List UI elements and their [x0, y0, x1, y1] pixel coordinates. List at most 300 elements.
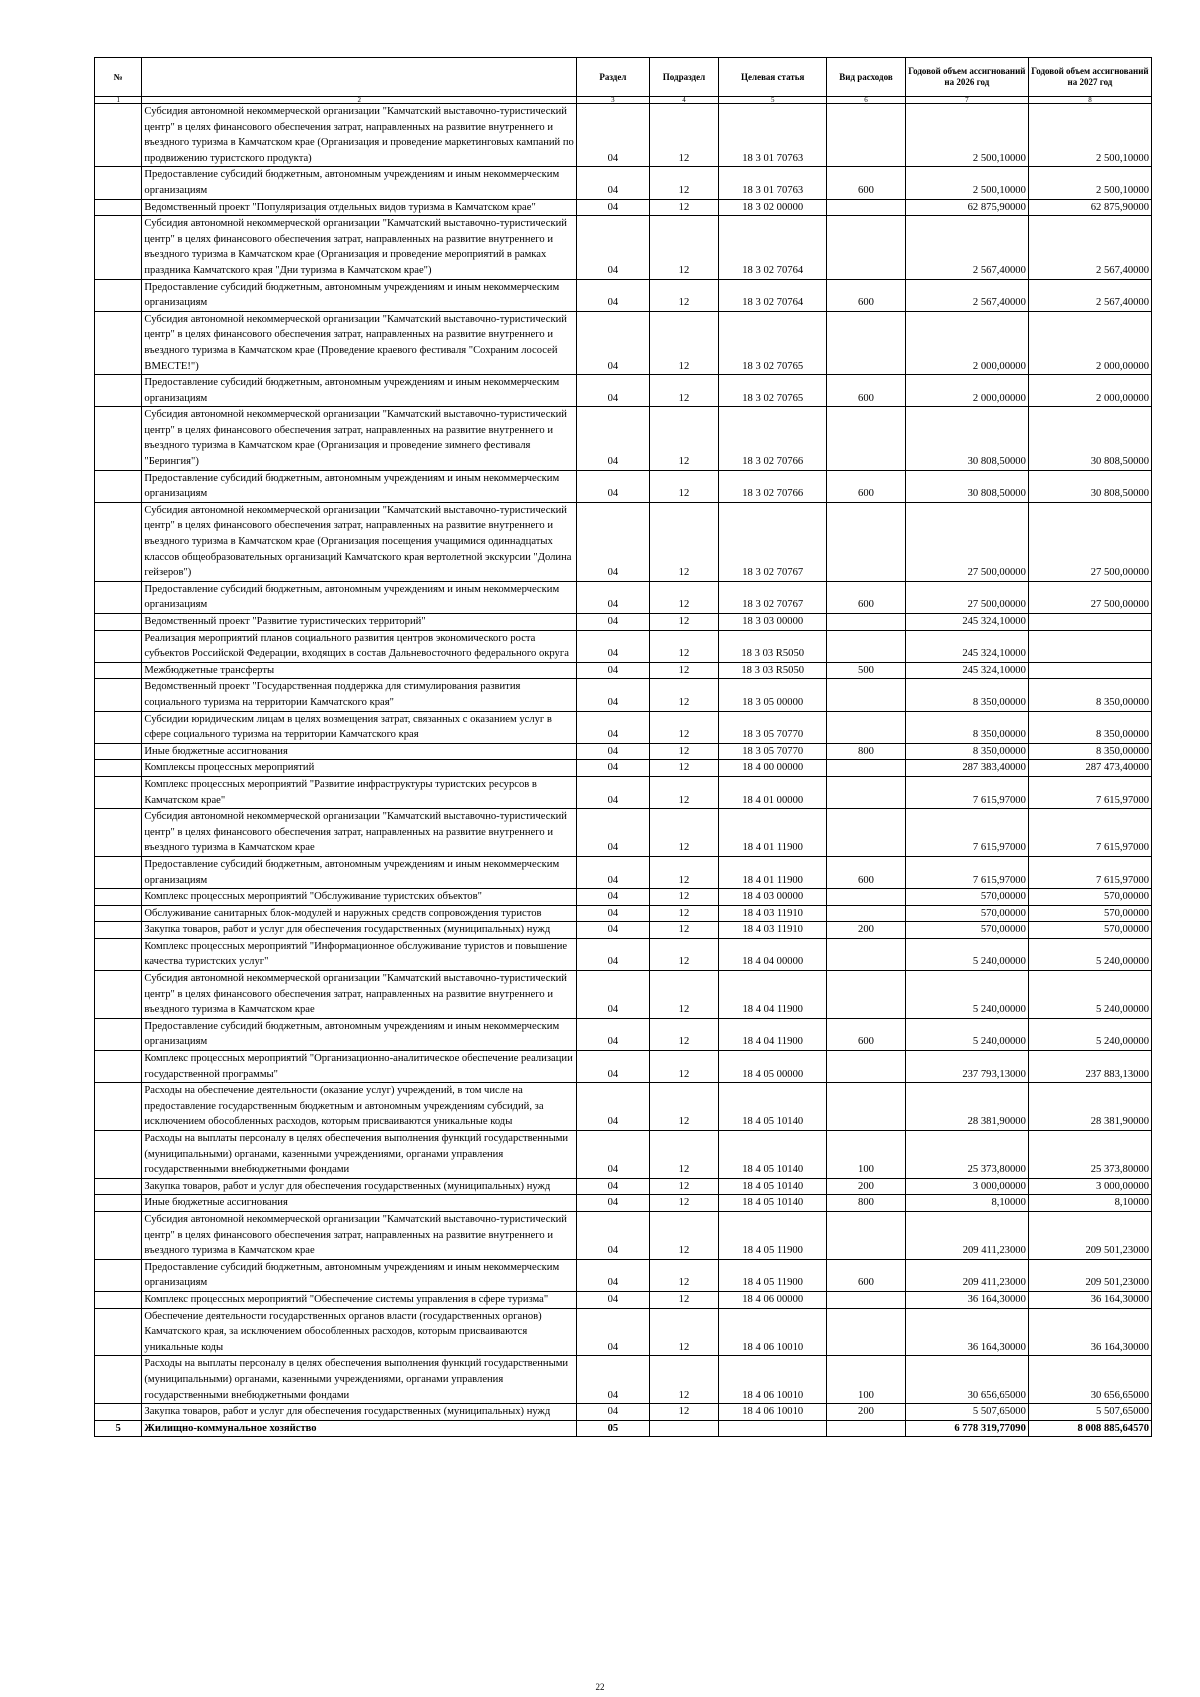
cell-target-article: 18 3 02 70765	[719, 311, 827, 374]
table-header-row	[95, 58, 1152, 97]
cell-2026: 2 000,00000	[905, 311, 1028, 374]
header-2026: Годовой объем ассигнований на 2026 год	[905, 58, 1028, 97]
cell-2027: 570,00000	[1028, 889, 1151, 906]
cell-expense-type: 600	[827, 470, 906, 502]
cell-razdel: 04	[577, 1291, 650, 1308]
cell-name: Комплекс процессных мероприятий "Обслуживание туристских объектов"	[142, 889, 577, 906]
cell-2026: 245 324,10000	[905, 630, 1028, 662]
cell-target-article: 18 4 01 11900	[719, 809, 827, 857]
cell-num	[95, 905, 142, 922]
table-row	[95, 743, 1152, 760]
cell-num	[95, 1083, 142, 1131]
cell-razdel: 04	[577, 216, 650, 279]
cell-2027: 7 615,97000	[1028, 856, 1151, 888]
cell-podrazdel: 12	[649, 216, 719, 279]
cell-2026: 36 164,30000	[905, 1291, 1028, 1308]
cell-name: Ведомственный проект "Государственная поддержка для стимулирования развития социального туризма на территории Камчатского края"	[142, 679, 577, 711]
cell-razdel: 04	[577, 1308, 650, 1356]
cell-2026: 8 350,00000	[905, 743, 1028, 760]
table-row	[95, 1404, 1152, 1421]
cell-razdel: 04	[577, 614, 650, 631]
cell-target-article: 18 3 02 70764	[719, 279, 827, 311]
cell-2027: 30 656,65000	[1028, 1356, 1151, 1404]
cell-expense-type	[827, 1291, 906, 1308]
cell-target-article: 18 4 01 00000	[719, 776, 827, 808]
cell-podrazdel: 12	[649, 614, 719, 631]
cell-podrazdel: 12	[649, 407, 719, 470]
cell-target-article: 18 3 03 00000	[719, 614, 827, 631]
cell-2027: 7 615,97000	[1028, 809, 1151, 857]
cell-2026: 7 615,97000	[905, 809, 1028, 857]
cell-2027: 5 507,65000	[1028, 1404, 1151, 1421]
cell-2027: 237 883,13000	[1028, 1051, 1151, 1083]
cell-name: Расходы на обеспечение деятельности (оказание услуг) учреждений, в том числе на предоставление государственным бюджетным и автономным учреждениям субсидий, за исключением обособленных расходов, которым присваиваются уникальные коды	[142, 1083, 577, 1131]
cell-expense-type	[827, 1211, 906, 1259]
cell-expense-type	[827, 614, 906, 631]
cell-2026: 8,10000	[905, 1195, 1028, 1212]
cell-target-article: 18 4 06 10010	[719, 1356, 827, 1404]
cell-target-article: 18 4 03 11910	[719, 905, 827, 922]
cell-2026: 30 808,50000	[905, 470, 1028, 502]
cell-2027: 2 000,00000	[1028, 311, 1151, 374]
cell-expense-type	[827, 889, 906, 906]
cell-num	[95, 470, 142, 502]
column-number: 5	[719, 97, 827, 104]
cell-expense-type: 100	[827, 1131, 906, 1179]
cell-podrazdel: 12	[649, 809, 719, 857]
table-body	[95, 104, 1152, 1437]
cell-name: Комплекс процессных мероприятий "Обеспечение системы управления в сфере туризма"	[142, 1291, 577, 1308]
cell-expense-type	[827, 216, 906, 279]
cell-2026: 62 875,90000	[905, 199, 1028, 216]
cell-target-article: 18 4 01 11900	[719, 856, 827, 888]
cell-razdel: 04	[577, 760, 650, 777]
cell-expense-type: 600	[827, 581, 906, 613]
table-row	[95, 614, 1152, 631]
cell-razdel: 04	[577, 1259, 650, 1291]
cell-podrazdel: 12	[649, 743, 719, 760]
cell-2026: 27 500,00000	[905, 581, 1028, 613]
cell-2027: 2 500,10000	[1028, 167, 1151, 199]
cell-razdel: 04	[577, 971, 650, 1019]
cell-podrazdel: 12	[649, 922, 719, 939]
cell-podrazdel: 12	[649, 679, 719, 711]
cell-razdel: 04	[577, 502, 650, 581]
cell-2026: 287 383,40000	[905, 760, 1028, 777]
cell-name: Комплекс процессных мероприятий "Развитие инфраструктуры туристских ресурсов в Камчатском крае"	[142, 776, 577, 808]
table-row	[95, 216, 1152, 279]
cell-name: Ведомственный проект "Популяризация отдельных видов туризма в Камчатском крае"	[142, 199, 577, 216]
cell-num	[95, 1051, 142, 1083]
cell-name: Предоставление субсидий бюджетным, автономным учреждениям и иным некоммерческим организациям	[142, 581, 577, 613]
table-row	[95, 711, 1152, 743]
table-row	[95, 856, 1152, 888]
cell-razdel: 04	[577, 809, 650, 857]
cell-target-article: 18 4 06 00000	[719, 1291, 827, 1308]
cell-target-article: 18 4 05 10140	[719, 1178, 827, 1195]
cell-2027: 2 567,40000	[1028, 216, 1151, 279]
cell-2026: 5 240,00000	[905, 1018, 1028, 1050]
cell-2026: 8 350,00000	[905, 679, 1028, 711]
cell-2026: 570,00000	[905, 889, 1028, 906]
header-expense-type: Вид расходов	[827, 58, 906, 97]
cell-2026: 2 500,10000	[905, 167, 1028, 199]
cell-2026: 7 615,97000	[905, 776, 1028, 808]
cell-2027: 8 350,00000	[1028, 711, 1151, 743]
cell-razdel: 04	[577, 662, 650, 679]
cell-name: Иные бюджетные ассигнования	[142, 1195, 577, 1212]
cell-podrazdel: 12	[649, 375, 719, 407]
cell-num	[95, 922, 142, 939]
table-row	[95, 809, 1152, 857]
cell-podrazdel: 12	[649, 971, 719, 1019]
cell-num	[95, 889, 142, 906]
cell-expense-type: 100	[827, 1356, 906, 1404]
cell-expense-type	[827, 905, 906, 922]
table-row	[95, 581, 1152, 613]
cell-razdel: 04	[577, 922, 650, 939]
cell-target-article: 18 3 02 70765	[719, 375, 827, 407]
cell-name: Предоставление субсидий бюджетным, автономным учреждениям и иным некоммерческим организациям	[142, 1259, 577, 1291]
cell-2026: 36 164,30000	[905, 1308, 1028, 1356]
cell-podrazdel: 12	[649, 502, 719, 581]
table-row	[95, 1308, 1152, 1356]
cell-name: Субсидия автономной некоммерческой организации "Камчатский выставочно-туристический центр" в целях финансового обеспечения затрат, направленных на развитие внутреннего и въездного туризма в Камчатском крае (Организация и проведение маркетинговых кампаний по продвижению туристского продукта)	[142, 104, 577, 167]
cell-num	[95, 104, 142, 167]
cell-expense-type	[827, 760, 906, 777]
cell-razdel: 05	[577, 1420, 650, 1437]
cell-num	[95, 1259, 142, 1291]
cell-podrazdel: 12	[649, 711, 719, 743]
cell-name: Предоставление субсидий бюджетным, автономным учреждениям и иным некоммерческим организациям	[142, 167, 577, 199]
cell-2027: 27 500,00000	[1028, 502, 1151, 581]
cell-expense-type	[827, 104, 906, 167]
cell-target-article: 18 4 05 10140	[719, 1195, 827, 1212]
table-row	[95, 1356, 1152, 1404]
cell-name: Межбюджетные трансферты	[142, 662, 577, 679]
cell-razdel: 04	[577, 1018, 650, 1050]
cell-razdel: 04	[577, 1356, 650, 1404]
cell-podrazdel: 12	[649, 1308, 719, 1356]
cell-2027: 2 500,10000	[1028, 104, 1151, 167]
cell-razdel: 04	[577, 743, 650, 760]
cell-name: Обеспечение деятельности государственных органов власти (государственных органов) Камчатского края, за исключением обособленных расходов, которым присваиваются уникальные коды	[142, 1308, 577, 1356]
cell-num	[95, 199, 142, 216]
cell-2027: 2 567,40000	[1028, 279, 1151, 311]
cell-expense-type	[827, 776, 906, 808]
cell-target-article: 18 3 03 R5050	[719, 662, 827, 679]
cell-podrazdel: 12	[649, 1178, 719, 1195]
cell-name: Субсидия автономной некоммерческой организации "Камчатский выставочно-туристический центр" в целях финансового обеспечения затрат, направленных на развитие внутреннего и въездного туризма в Камчатском крае (Организация посещения учащимися одиннадцатых классов общеобразовательных организаций Камчатского края вертолетной экскурсии "Долина гейзеров")	[142, 502, 577, 581]
cell-2027: 25 373,80000	[1028, 1131, 1151, 1179]
cell-expense-type	[827, 1420, 906, 1437]
cell-expense-type	[827, 1083, 906, 1131]
cell-2027	[1028, 614, 1151, 631]
table-row	[95, 167, 1152, 199]
cell-name: Закупка товаров, работ и услуг для обеспечения государственных (муниципальных) нужд	[142, 922, 577, 939]
cell-target-article: 18 4 05 11900	[719, 1211, 827, 1259]
cell-podrazdel: 12	[649, 1195, 719, 1212]
table-row	[95, 104, 1152, 167]
cell-razdel: 04	[577, 167, 650, 199]
table-row	[95, 311, 1152, 374]
cell-expense-type: 200	[827, 1404, 906, 1421]
cell-expense-type	[827, 1308, 906, 1356]
cell-2027	[1028, 662, 1151, 679]
cell-2027: 62 875,90000	[1028, 199, 1151, 216]
cell-razdel: 04	[577, 905, 650, 922]
column-number: 2	[142, 97, 577, 104]
cell-expense-type	[827, 711, 906, 743]
cell-podrazdel: 12	[649, 938, 719, 970]
cell-2026: 245 324,10000	[905, 662, 1028, 679]
cell-expense-type: 600	[827, 375, 906, 407]
cell-target-article: 18 3 02 70766	[719, 407, 827, 470]
cell-name: Реализация мероприятий планов социального развития центров экономического роста субъектов Российской Федерации, входящих в состав Дальневосточного федерального округа	[142, 630, 577, 662]
cell-expense-type: 600	[827, 1259, 906, 1291]
cell-num	[95, 279, 142, 311]
table-row	[95, 1051, 1152, 1083]
cell-razdel: 04	[577, 1211, 650, 1259]
cell-num	[95, 662, 142, 679]
cell-2026: 3 000,00000	[905, 1178, 1028, 1195]
header-podrazdel: Подраздел	[649, 58, 719, 97]
cell-num	[95, 167, 142, 199]
cell-target-article: 18 4 04 11900	[719, 1018, 827, 1050]
cell-num	[95, 375, 142, 407]
table-row	[95, 470, 1152, 502]
cell-target-article: 18 4 03 00000	[719, 889, 827, 906]
cell-name: Ведомственный проект "Развитие туристических территорий"	[142, 614, 577, 631]
cell-num	[95, 938, 142, 970]
cell-num	[95, 1308, 142, 1356]
header-razdel: Раздел	[577, 58, 650, 97]
cell-target-article: 18 3 01 70763	[719, 104, 827, 167]
cell-2026: 237 793,13000	[905, 1051, 1028, 1083]
cell-2027: 36 164,30000	[1028, 1291, 1151, 1308]
cell-2027: 570,00000	[1028, 905, 1151, 922]
cell-target-article: 18 3 01 70763	[719, 167, 827, 199]
cell-2027: 209 501,23000	[1028, 1211, 1151, 1259]
table-row	[95, 279, 1152, 311]
cell-name: Комплекс процессных мероприятий "Организационно-аналитическое обеспечение реализации государственной программы"	[142, 1051, 577, 1083]
table-row	[95, 922, 1152, 939]
cell-razdel: 04	[577, 711, 650, 743]
table-row	[95, 1178, 1152, 1195]
cell-name: Субсидия автономной некоммерческой организации "Камчатский выставочно-туристический центр" в целях финансового обеспечения затрат, направленных на развитие внутреннего и въездного туризма в Камчатском крае	[142, 1211, 577, 1259]
table-row	[95, 905, 1152, 922]
cell-num	[95, 971, 142, 1019]
cell-2026: 8 350,00000	[905, 711, 1028, 743]
header-name	[142, 58, 577, 97]
cell-name: Расходы на выплаты персоналу в целях обеспечения выполнения функций государственными (муниципальными) органами, казенными учреждениями, органами управления государственными внебюджетными фондами	[142, 1131, 577, 1179]
cell-2026: 30 808,50000	[905, 407, 1028, 470]
cell-podrazdel: 12	[649, 1018, 719, 1050]
cell-podrazdel: 12	[649, 1083, 719, 1131]
cell-2026: 245 324,10000	[905, 614, 1028, 631]
cell-razdel: 04	[577, 1051, 650, 1083]
cell-podrazdel: 12	[649, 1404, 719, 1421]
cell-name: Предоставление субсидий бюджетным, автономным учреждениям и иным некоммерческим организациям	[142, 279, 577, 311]
header-num: №	[95, 58, 142, 97]
cell-expense-type: 600	[827, 1018, 906, 1050]
cell-num	[95, 1211, 142, 1259]
cell-num	[95, 809, 142, 857]
cell-2026: 30 656,65000	[905, 1356, 1028, 1404]
cell-expense-type: 800	[827, 1195, 906, 1212]
cell-razdel: 04	[577, 1178, 650, 1195]
cell-expense-type	[827, 630, 906, 662]
cell-name: Комплексы процессных мероприятий	[142, 760, 577, 777]
cell-2026: 5 240,00000	[905, 971, 1028, 1019]
cell-2026: 2 567,40000	[905, 216, 1028, 279]
cell-razdel: 04	[577, 104, 650, 167]
header-target-article: Целевая статья	[719, 58, 827, 97]
cell-podrazdel	[649, 1420, 719, 1437]
table-row	[95, 889, 1152, 906]
table-row	[95, 199, 1152, 216]
cell-razdel: 04	[577, 1195, 650, 1212]
cell-name: Предоставление субсидий бюджетным, автономным учреждениям и иным некоммерческим организациям	[142, 470, 577, 502]
column-number: 3	[577, 97, 650, 104]
cell-2027: 7 615,97000	[1028, 776, 1151, 808]
cell-razdel: 04	[577, 1131, 650, 1179]
cell-2027	[1028, 630, 1151, 662]
cell-num	[95, 581, 142, 613]
cell-2026: 2 500,10000	[905, 104, 1028, 167]
cell-podrazdel: 12	[649, 630, 719, 662]
cell-name: Предоставление субсидий бюджетным, автономным учреждениям и иным некоммерческим организациям	[142, 375, 577, 407]
cell-2027: 5 240,00000	[1028, 971, 1151, 1019]
cell-num	[95, 630, 142, 662]
cell-2026: 2 567,40000	[905, 279, 1028, 311]
cell-expense-type	[827, 938, 906, 970]
cell-expense-type	[827, 809, 906, 857]
column-number: 8	[1028, 97, 1151, 104]
cell-2026: 28 381,90000	[905, 1083, 1028, 1131]
table-row	[95, 1211, 1152, 1259]
cell-expense-type	[827, 199, 906, 216]
cell-2026: 7 615,97000	[905, 856, 1028, 888]
cell-podrazdel: 12	[649, 760, 719, 777]
cell-target-article: 18 4 00 00000	[719, 760, 827, 777]
cell-name: Обслуживание санитарных блок-модулей и наружных средств сопровождения туристов	[142, 905, 577, 922]
cell-podrazdel: 12	[649, 279, 719, 311]
header-2027: Годовой объем ассигнований на 2027 год	[1028, 58, 1151, 97]
cell-2026: 570,00000	[905, 922, 1028, 939]
cell-2026: 25 373,80000	[905, 1131, 1028, 1179]
cell-target-article: 18 3 02 70767	[719, 581, 827, 613]
cell-target-article: 18 4 04 00000	[719, 938, 827, 970]
cell-razdel: 04	[577, 279, 650, 311]
cell-num	[95, 856, 142, 888]
cell-num	[95, 216, 142, 279]
cell-expense-type	[827, 407, 906, 470]
cell-expense-type	[827, 679, 906, 711]
page-number: 22	[595, 1682, 605, 1692]
cell-2026: 6 778 319,77090	[905, 1420, 1028, 1437]
table-row	[95, 375, 1152, 407]
cell-target-article: 18 4 05 00000	[719, 1051, 827, 1083]
cell-2027: 570,00000	[1028, 922, 1151, 939]
cell-target-article: 18 3 05 70770	[719, 743, 827, 760]
cell-name: Субсидия автономной некоммерческой организации "Камчатский выставочно-туристический центр" в целях финансового обеспечения затрат, направленных на развитие внутреннего и въездного туризма в Камчатском крае	[142, 971, 577, 1019]
cell-2027: 287 473,40000	[1028, 760, 1151, 777]
cell-target-article: 18 3 02 70764	[719, 216, 827, 279]
table-row	[95, 1291, 1152, 1308]
table-row	[95, 776, 1152, 808]
table-row	[95, 502, 1152, 581]
cell-num	[95, 1178, 142, 1195]
cell-razdel: 04	[577, 1083, 650, 1131]
cell-num	[95, 1291, 142, 1308]
cell-num: 5	[95, 1420, 142, 1437]
cell-num	[95, 760, 142, 777]
cell-num	[95, 1404, 142, 1421]
table-row	[95, 407, 1152, 470]
cell-num	[95, 1018, 142, 1050]
cell-podrazdel: 12	[649, 167, 719, 199]
cell-2027: 8 350,00000	[1028, 679, 1151, 711]
cell-razdel: 04	[577, 407, 650, 470]
cell-name: Расходы на выплаты персоналу в целях обеспечения выполнения функций государственными (муниципальными) органами, казенными учреждениями, органами управления государственными внебюджетными фондами	[142, 1356, 577, 1404]
cell-name: Субсидия автономной некоммерческой организации "Камчатский выставочно-туристический центр" в целях финансового обеспечения затрат, направленных на развитие внутреннего и въездного туризма в Камчатском крае	[142, 809, 577, 857]
cell-name: Закупка товаров, работ и услуг для обеспечения государственных (муниципальных) нужд	[142, 1178, 577, 1195]
cell-name: Субсидия автономной некоммерческой организации "Камчатский выставочно-туристический центр" в целях финансового обеспечения затрат, направленных на развитие внутреннего и въездного туризма в Камчатском крае (Организация и проведение зимнего фестиваля "Берингия")	[142, 407, 577, 470]
cell-name: Предоставление субсидий бюджетным, автономным учреждениям и иным некоммерческим организациям	[142, 856, 577, 888]
table-row	[95, 630, 1152, 662]
cell-name: Закупка товаров, работ и услуг для обеспечения государственных (муниципальных) нужд	[142, 1404, 577, 1421]
cell-num	[95, 1356, 142, 1404]
table-row	[95, 1083, 1152, 1131]
cell-razdel: 04	[577, 776, 650, 808]
budget-table	[94, 57, 1152, 1437]
cell-2027: 28 381,90000	[1028, 1083, 1151, 1131]
cell-podrazdel: 12	[649, 776, 719, 808]
table-row	[95, 971, 1152, 1019]
cell-target-article: 18 3 03 R5050	[719, 630, 827, 662]
cell-2027: 5 240,00000	[1028, 1018, 1151, 1050]
column-number: 6	[827, 97, 906, 104]
cell-2027: 27 500,00000	[1028, 581, 1151, 613]
cell-target-article: 18 4 04 11900	[719, 971, 827, 1019]
cell-2026: 209 411,23000	[905, 1259, 1028, 1291]
cell-expense-type: 500	[827, 662, 906, 679]
cell-2026: 5 507,65000	[905, 1404, 1028, 1421]
cell-num	[95, 1131, 142, 1179]
cell-name: Субсидия автономной некоммерческой организации "Камчатский выставочно-туристический центр" в целях финансового обеспечения затрат, направленных на развитие внутреннего и въездного туризма в Камчатском крае (Организация и проведение мероприятий в рамках праздника Камчатского края "Дни туризма в Камчатском крае")	[142, 216, 577, 279]
cell-podrazdel: 12	[649, 662, 719, 679]
cell-2027: 5 240,00000	[1028, 938, 1151, 970]
cell-razdel: 04	[577, 889, 650, 906]
cell-name: Жилищно-коммунальное хозяйство	[142, 1420, 577, 1437]
cell-2027: 30 808,50000	[1028, 407, 1151, 470]
cell-razdel: 04	[577, 311, 650, 374]
cell-num	[95, 1195, 142, 1212]
cell-name: Субсидия автономной некоммерческой организации "Камчатский выставочно-туристический центр" в целях финансового обеспечения затрат, направленных на развитие внутреннего и въездного туризма в Камчатском крае (Проведение краевого фестиваля "Сохраним лососей ВМЕСТЕ!")	[142, 311, 577, 374]
cell-podrazdel: 12	[649, 1211, 719, 1259]
table-row	[95, 1018, 1152, 1050]
cell-razdel: 04	[577, 199, 650, 216]
table-row	[95, 662, 1152, 679]
cell-num	[95, 502, 142, 581]
cell-podrazdel: 12	[649, 889, 719, 906]
table-row	[95, 1195, 1152, 1212]
cell-name: Субсидии юридическим лицам в целях возмещения затрат, связанных с оказанием услуг в сфере социального туризма на территории Камчатского края	[142, 711, 577, 743]
cell-expense-type: 600	[827, 856, 906, 888]
cell-expense-type: 600	[827, 279, 906, 311]
cell-2027: 3 000,00000	[1028, 1178, 1151, 1195]
